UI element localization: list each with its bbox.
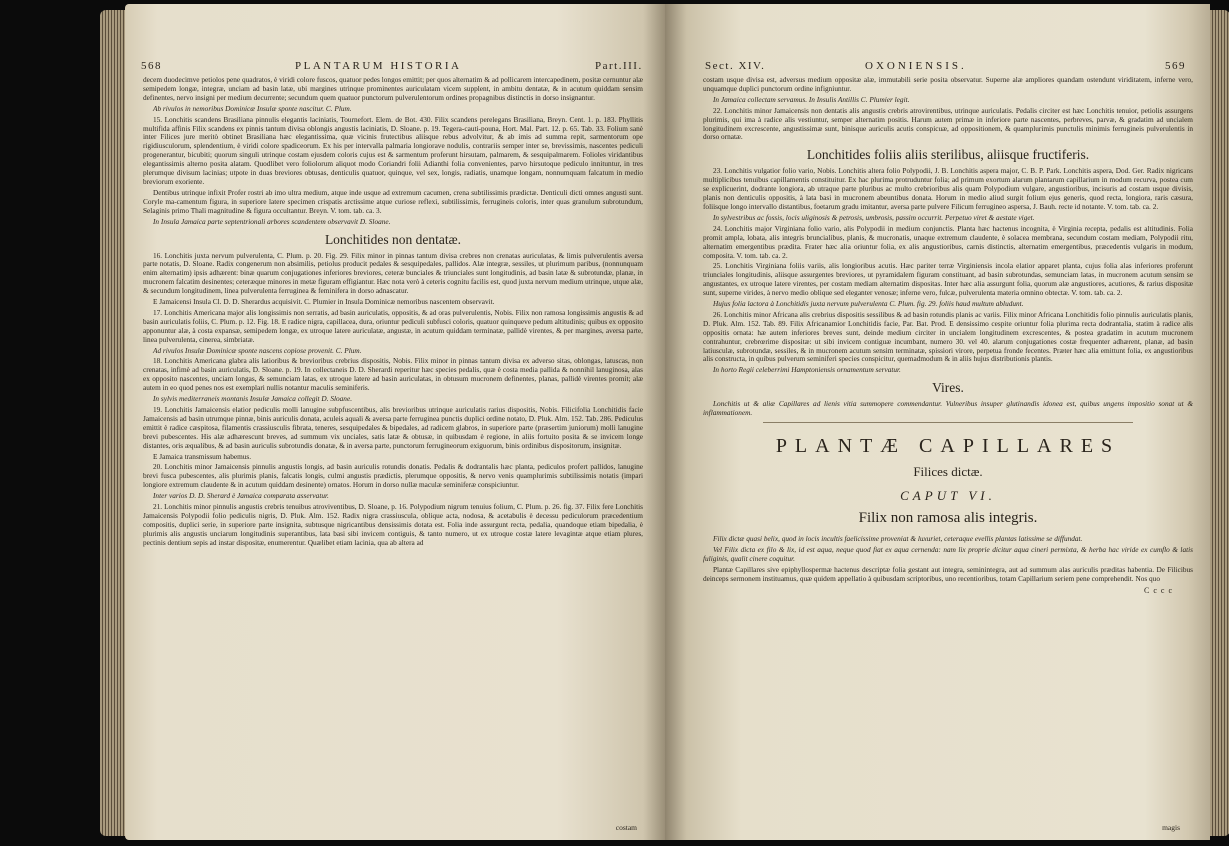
paragraph: Ad rivulos Insulæ Dominicæ sponte nascens copiose provenit. C. Plum. xyxy=(153,345,362,355)
entry-21: 21. Lonchitis minor pinnulis angustis crebris tenuibus atroviventibus, D. Sloane, p. 16. Polypodium nigrum tenuius folium, C. Plum. p. 26. fig. 37. Filix fere Lonchitis Jamaicensis Polypodii folio pediculis nigris, D. Pluk. Alm. 152. Radix nigra crassiuscula, oblique acta, nodosa, & acetabulis è decessu pediculorum præcedentium compositis, duplici serie, in superiore parte insignita, subtusque nigricantibus densissimis dotata est. Folia inde assurgunt recta, pedalia, quandoque etiam bipedalia, è plurimis alis angustis unciarum longitudinis superantibus, lata basi sibi invicem contiguis, & tanto numero, ut ex utroque costæ latere levagintæ atque etiam plures, pectinis dentium sepis ad instar dispositæ, enumerentur. Quælibet etiam lacinia, qua ab altera ad xyxy=(143,502,643,547)
paragraph: In horto Regii celeberrimi Hamptoniensis ornamentum servatur. xyxy=(713,365,901,375)
entry-25: 25. Lonchitis Virginiana foliis variis, alis longioribus acutis. Hæc pariter terræ Virginiensis incola elatior apparet planta, cujus folia alas inferiores proferunt triunciales longitudinis, aliisque assurgentes breviores, ut pyramidalem figuram constituant, ad basin subrotundas, semunciam latas, in mucronem acutum sensim se angustantes, ex utroque latere virentes, per costam mediam alternatim dispositas. Inter hæc alia assurgunt folia, quorum alæ angustiores, acutiores, & rarius dispositæ sunt, superne virides, à nervo medio oblique sed eleganter venosæ; inferne vero, fulcæ, pulverulenta materia omnino obtectæ. V. tom. tab. ca. 2. xyxy=(703,261,1193,298)
entry-17: 17. Lonchitis Americana major alis longissimis non serratis, ad basin auriculatis, oppositis, & ad oras pulverulentis, Nobis. Filix non ramosa longissimis angustis & ad basin auriculatis foliis, C. Plum. p. 12. Fig. 18. E radice nigra, capillacea, dura, oriuntur pediculi subfusci coloris, quatuor quinqueve pedum altitudinis; quibus ex opposito apponuntur alæ, à costa expansæ, semipedem longæ, ex utroque latere auriculatæ, angustæ, in acutum quiddam terminatæ, pallidè virentes, & per margines, aversa parte, linea pulverulenta, cinerea, simbriatæ. xyxy=(143,307,643,344)
paragraph: In sylvestribus ac fossis, locis uliginosis & petrosis, umbrosis, passim occurrit. Perpetuo viret & aestate viget. xyxy=(713,212,1035,222)
left-running-title: PLANTARUM HISTORIA xyxy=(295,60,462,72)
paragraph: Inter varios D. D. Sherard è Jamaica comparata asservatur. xyxy=(153,491,329,501)
paragraph: E Jamaica transmissum habemus. xyxy=(153,451,252,461)
paragraph: Plantæ Capillares sive epiphyllospermæ hactenus descriptæ folia gestant aut integra, seminintegra, aut ad summum alas auriculis præditas habentia. De Filicibus deinceps sermonem instituamus, quæ quidem appellatio à quibusdam scriptoribus, uno recentioribus, totam Capillarium seriem pene comprehendit. Nos quo xyxy=(703,564,1193,583)
left-page-number: 568 xyxy=(141,60,162,72)
open-book xyxy=(40,4,1220,844)
entry-24: 24. Lonchitis major Virginiana folio vario, alis Polypodii in medium conjunctis. Planta hæc hactenus incognita, è Virginia recepta, pedalis est altitudinis. Folia promit ampla, lobata, alis integris bruncialibus, planis, & mucronatis, unaque extremum claudente, è solacea membrana, secundum costam mediam, Polypodii ritu, alternatim emergentibus prædita. Frater hæc alia oriuntur folia, ex alis angustioribus, carnis distinctis, alternatim emergentibus, præcedentis vulgaris in modum, composita. V. tom. tab. ca. 2. xyxy=(703,223,1193,260)
paragraph: decem duodecimve petiolos pene quadratos, è viridi colore fuscos, quatuor pedes longos emittit; per quos alternatim & ad pollicarem intercapedinem, positæ cernuntur alæ semipedem longæ, integræ, unciam ad basin latæ, ubi margines utrinque prominentes auriculatam vicem supplent, in ambitu dentatæ, & in acutum quiddam sensim definentes, nervo insigni per medium decurrente; secundum quem quatuor punctorum pulverulentorum ordines propagnibus distinctis in dorso insignantur. xyxy=(143,75,643,102)
paragraph: In sylvis mediterraneis montanis Insulæ Jamaica collegit D. Sloane. xyxy=(153,394,353,404)
section-heading: Lonchitides foliis aliis sterilibus, aliisque fructiferis. xyxy=(806,147,1090,163)
paragraph: Filix dictæ quasi belix, quod in locis incultis faelicissime proveniat & luxuriet, ceteraque evellis plantas latissime se diffundat. xyxy=(713,534,1083,544)
entry-18: 18. Lonchitis Americana glabra alis latioribus & brevioribus crebrius dispositis, Nobis. Filix minor in pinnas tantum divisa ex adverso sitas, oblongas, latuscas, non crenatas, infimè ad basin auriculatis, D. Sloane. p. 19. In collectaneis D. D. Sherardi reperitur hæc species pedalis, quæ è costa media pallida & nonnihil lanuginosa, alas ex opposito nascentes, unciam longas, & semunciam latas, ex utroque latere ad basin auriculatas, in obtusum mucronem definentes, planas, pallidè virentes promit; alæ autem in eo quod penes nos est exemplari nullis notantur maculis seminiferis. xyxy=(143,356,643,393)
right-text-block xyxy=(703,76,1193,595)
chapter-subtitle: Filices dictæ. xyxy=(913,464,983,480)
paragraph: In Jamaica collectam servamus. In Insulis Antillis C. Plumier legit. xyxy=(713,94,910,104)
right-page-number: 569 xyxy=(1165,60,1186,72)
entry-26: 26. Lonchitis minor Africana alis crebrius dispositis sessilibus & ad basin rotundis planis ac variis. Filix minor Africana Lonchitidis folio pinnulis auriculatis planis, D. Pluk. Alm. 152. Tab. 89. Filix Africanamior Lonchitidis facie, Par. Bat. Prod. E densissimo cespite oriuntur folia plurima recta dodrantalia, statim à radice alis oppositis ornata: hæ autem inferiores breves sunt, deinde medium circiter in uncialem longitudinem excrescentes, & postea gradatim in acutum mucronem contrahuntur, crebrœrime dispositæ: ut sibi invicem contiguæ incumbant, numero 30. vel 40. alarum conjugationes costæ frequenter adhærent, planæ, ad basin latiusculæ, subrotundæ, sessiles, & in mucronem acutum sensim terminatæ, spissiori virore, perpetua fronde fecentes. Præter hæc alia emittunt folia, ex angustioribus alis constructa, in quibus pulverum seminiferi species conspicitur, quemadmodum & in aliis hujus distributionis plantis. xyxy=(703,309,1193,364)
entry-22: 22. Lonchitis minor Jamaicensis non dentatis alis angustis crebris atrovirentibus, utrinque auriculatis. Pedalis circiter est hæc Lonchitis tenuior, petiolis assurgens plurimis, qui ima à radice alis vestiuntur, semper alternatim positis. Harum autem primæ in inferiore parte nascentes, perbreves, parvæ, & gradatim ad uncialem longitudinem excrescente, angustissimæ sunt, binisque auriculis acutis conspicuæ, ad oppositionem, & quamplurimis punctulis minimis ferrugineis pulverulentis in dorso ornatæ. xyxy=(703,105,1193,142)
left-page xyxy=(125,4,665,840)
paragraph: Lonchitis ut & aliæ Capillares ad lienis vitia summopere commendantur. Vulneribus insuper glutinandis idonea est, quibus ungens impositio sonat ut & inflammationem. xyxy=(703,399,1193,418)
left-part: Part.III. xyxy=(595,60,643,72)
entry-20: 20. Lonchitis minor Jamaicensis pinnulis angustis longis, ad basin auriculis rotundis donatis. Pedalis & dodrantalis hæc planta, pediculos profert pallidos, lanugine brevi fusca pubescentes, alis plurimis planis, falcatis longis, culmi angustis prædictis, plerumque oppositis, & nervo venis quamplurimis subtilissimis notatis (impari longiore extremum claudente & in acutum quiddam desinente) ornatos. Horum in dorso nullæ maculæ seminiferæ conspiciuntur. xyxy=(143,462,643,490)
right-page xyxy=(665,4,1210,840)
chapter-number: CAPUT VI. xyxy=(900,488,996,504)
right-running-title: OXONIENSIS. xyxy=(865,60,967,72)
left-text-block xyxy=(143,76,643,550)
left-catchword: costam xyxy=(615,823,637,832)
left-page-edges xyxy=(100,10,128,836)
paragraph: Vel Filix dicta ex filo & lix, id est aqua, neque quod fiat ex aqua cernenda: nam lix proprie dicitur aqua cineri permixta, & herba hac viride ex cumflo & latis fuliginis, qualit cinere coquitur. xyxy=(703,545,1193,563)
entry-16: 16. Lonchitis juxta nervum pulverulenta, C. Plum. p. 20. Fig. 29. Filix minor in pinnas tantum divisa crebres non crenatas auriculatas, & limis pulverulentis aversa parte notatis, D. Sloane. Radix congenerum non absimilis, petiolus producit pedales & sesquipedales, pallidos. Alæ integræ, sessiles, ut plurimum paribus, (nonnunquam enim alternatim) ipsis adhærent: binæ quarum conjugationes inferiores breviores, ceteræ bunciales & triunciales sunt longitudinis, ad basin latæ & subrotundæ, planæ, in mucronem falcatim desinentes; ceteræque minores in metæ figuram effigiantur. Hæc nota verò à ceteris cognitu facilis est, quod juxta nervum medium utrinque, utque alæ, & secundum longitudinem, linea pulverulenta ferruginea & feminifera in dorso adnascatur. xyxy=(143,250,643,296)
divider xyxy=(763,422,1133,423)
paragraph: costam usque divisa est, adversus medium oppositæ alæ, immutabili serie posita observatur. Superne alæ ampliores quandam ostendunt viriditatem, inferne vero, unquamque duplici punctorum ordine infigniuntur. xyxy=(703,75,1193,93)
paragraph: E Jamaicensi Insula Cl. D. D. Sherardus acquisivit. C. Plumier in Insula Dominicæ nemoribus nascentem observavit. xyxy=(153,297,495,307)
section-heading: Lonchitides non dentatæ. xyxy=(324,231,462,247)
paragraph: Ab rivulos in nemoribus Dominicæ Insulæ sponte nascitur. C. Plum. xyxy=(153,103,352,113)
paragraph: In Insula Jamaica parte septentrionali arbores scandentem observavit D. Sloane. xyxy=(153,216,391,226)
chapter-heading: Filix non ramosa alis integris. xyxy=(858,510,1038,527)
right-catchword: magis xyxy=(1162,823,1180,832)
vires-heading: Vires. xyxy=(932,380,964,396)
paragraph: Dentibus utrinque infixit Profer rostri ab imo ultra medium, atque inde usque ad extremum cacumen, crena subtilissimis prædictæ. Denticuli dicti omnes angusti sunt. Coryle ma-camentum figura, in superiore latere specimen crispatis arctissime atque curiose reflexi, subtilissimis, ferrugineis coloris, inter quas granulum subrotundum, Selaginis primo Thali magnitudine & figura occultantur. Breyn. V. tom. tab. ca. 3. xyxy=(143,187,643,215)
signature-mark: C c c c xyxy=(1144,585,1173,595)
chapter-main-title: PLANTÆ CAPILLARES xyxy=(775,435,1121,458)
paragraph: Hujus folia lactora à Lonchitidis juxta nervum pulverulenta C. Plum. fig. 29. foliis haud multum abludunt. xyxy=(713,299,1024,309)
right-section-label: Sect. XIV. xyxy=(705,60,766,72)
entry-23: 23. Lonchitis vulgatior folio vario, Nobis. Lonchitis altera folio Polypodii, J. B. Lonchitis aspera major, C. B. P. Park. Lonchitis aspera, Dod. Ger. Radix nigricans multiplicibus tenuibus capillamentis constituitur. Ex hac plurima protruduntur folia; ad primum exortum alarum plantarum capillarium in modum recurva, postea cum se explicuerint, dodrante longiora, ab utraque parte pluribus ac multo crebrioribus alis quam Polypodium vulgare, angustioribus, incisuris ad costam usque divisis, planis non denticulis oppositis, à lata basi in mucronem abeuntibus donata. Horum in medio aliud surgit folium ejus generis, quod recta, longiora, raris cæsura, foliisque longo intervallo distantibus, foetarum gradu imitantur, aversa parte pulvere Filicum ferrugineo aspersa, J. Bauh. recte id notante. V. tom. tab. ca. 2. xyxy=(703,166,1193,211)
entry-15: 15. Lonchitis scandens Brasiliana pinnulis elegantis laciniatis, Tournefort. Elem. de Bot. 430. Filix scandens perelegans Brasiliana, Breyn. Cent. 1. p. 183. Phyllitis multifida affinis Filix scandens ex pinnis tantum divisa oblongis angustis laciniatis, D. Sloane. p. 19. Tegera-cauti-pouna, Hort. Mal. Part. 12. p. 65. Tab. 33. Folium sanè inter Filices jure meritò obtinet Brasiliana hæc elegantissima, quæ vicinis frutectibus aliisque rebus advolvitur, & ab imis ad summa repit, sarmentorum ope rigidiusculorum, splendentium, è viridi colore spadiceorum. Ex his per intervalla palmaria longiorave nodulis, contrariis semper inter se, brevissimis, nascentes pediculi progenerantur, bicubiti; quorum singuli utrinque costam ejusdem coloris cujus est & sarmentum proferunt hirsutam, palmarem, & sesquipalmarem. Folioles viridantibus elegantissimis alterno posita alatam. Quodlibet vero foliolorum aliquot modo Coriandri folii Adianthi folia convenientes, parvo hirsutoque pediculo innituntur, in tres plerumque divisum lacinias; utpote in duas breviores obtusas, denticulis quatuor, quinque, vel sex, longis, radiatis, unamque longam, nonnumquam falcatum in medio breviorum exoriente. xyxy=(143,114,643,186)
entry-19: 19. Lonchitis Jamaicensis elatior pediculis molli lanugine subpfuscentibus, alis brevioribus utrinque auriculatis rarius dispositis, Nobis. Filicifolia Lonchitidis facie Jamaicensis ad basin utrumque pinnæ, binis auriculis donata, aculeis aquali & aversa parte ferruginea punctis duplici ordine notato, D. Pluk. Alm. 152. Tab. 286. Pediculus emittit è radice cæspitosa, filamentis crassiusculis fibrata, teneres, sesquipedales & bipedales, ad radicem glabros, in superiore parte (præsertim juniorum) molli lanugine brevi pubescentes. His alæ adhærescunt breves, ad summum vix unciales, satis latæ & obtusæ, in quibusdam è regione, in aliis fortuito posita & se invicem longe distantes, oris æqualibus, & ad basin auriculis subrotundis donatæ, & in aversa parte, punctorum ferrugineorum exiguorum, binis ordinibus dispositorum, insignitæ. xyxy=(143,405,643,450)
